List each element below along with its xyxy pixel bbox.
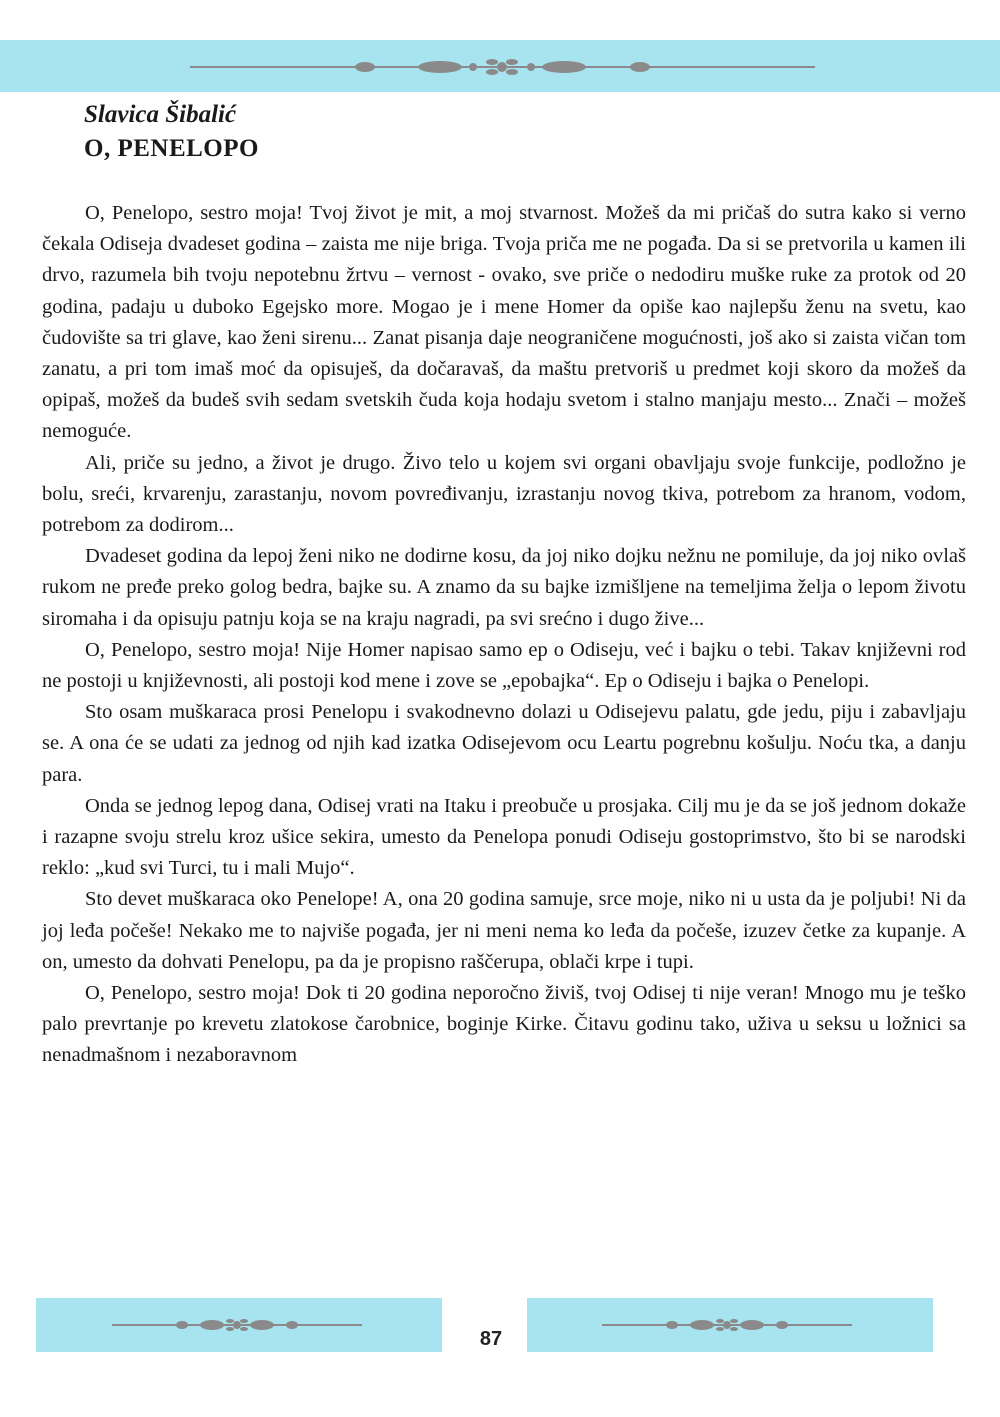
author-name: Slavica Šibalić	[84, 101, 237, 128]
flourish-divider-icon	[112, 1314, 362, 1336]
paragraph: Sto devet muškaraca oko Penelope! A, ona 20 godina samuje, srce moje, niko ni u usta da je poljubi! Ni da joj leđa počeše! Nekako me to najviše pogađa, jer ni meni nema ko leđa da počeše, izuzev četke za kupanje. A on, umesto da dohvati Penelopu, pa da je propisno raščerupa, oblači krpe i tupi.	[42, 888, 966, 973]
page-number: 87	[479, 1328, 503, 1350]
page-title: O, PENELOPO	[84, 135, 259, 162]
paragraph: Sto osam muškaraca prosi Penelopu i svakodnevno dolazi u Odisejevu palatu, gde jedu, piju i zabavljaju se. A ona će se udati za jednog od njih kad izatka Odisejevom ocu Leartu pogrebnu košulju. Noću tka, a danju para.	[42, 701, 966, 786]
paragraph: O, Penelopo, sestro moja! Dok ti 20 godina neporočno živiš, tvoj Odisej ti nije veran! Mnogo mu je teško palo prevrtanje po krevetu zlatokose čarobnice, boginje Kirke. Čitavu godinu tako, uživa u seksu u ložnici sa nenadmašnom i nezaboravnom	[42, 982, 966, 1067]
flourish-divider-icon	[190, 56, 815, 78]
paragraph: Dvadeset godina da lepoj ženi niko ne dodirne kosu, da joj niko dojku nežnu ne pomiluje, da joj niko ovlaš rukom ne pređe preko golog bedra, bajke su. A znamo da su bajke izmišljene na temeljima želja o lepom životu siromaha i da opisuju patnju koja se na kraju nagradi, pa svi srećno i dugo žive...	[42, 545, 966, 630]
article-body	[42, 198, 966, 1072]
paragraph: Onda se jednog lepog dana, Odisej vrati na Itaku i preobuče u prosjaka. Cilj mu je da se još jednom dokaže i razapne svoju strelu kroz ušice sekira, umesto da Penelopa ponudi Odiseju gostoprimstvo, što bi se narodski reklo: „kud svi Turci, tu i mali Mujo“.	[42, 794, 966, 880]
paragraph: O, Penelopo, sestro moja! Nije Homer napisao samo ep o Odiseju, već i bajku o tebi. Takav književni rod ne postoji u književnosti, ali postoji kod mene i zove se „epobajka“. Ep o Odiseju i bajka o Penelopi.	[42, 638, 966, 693]
paragraph: O, Penelopo, sestro moja! Tvoj život je mit, a moj stvarnost. Možeš da mi pričaš do sutra kako si verno čekala Odiseja dvadeset godina – zaista me nije briga. Tvoja priča me ne pogađa. Da si se pretvorila u kamen ili drvo, razumela bih tvoju nepotebnu žrtvu – vernost - ovako, sve priče o nedodiru muške ruke za protok od 20 godina, padaju u duboko Egejsko more. Mogao je i mene Homer da opiše kao najlepšu ženu na svetu, kao čudovište sa tri glave, kao ženi sirenu... Zanat pisanja daje neograničene mogućnosti, još ako si zaista vičan tom zanatu, a pri tom imaš moć da opisuješ, da dočaravaš, da maštu pretvoriš u predmet koji skoro da možeš da opipaš, možeš da budeš svih sedam svetskih čuda koja hodaju svetom i stalno manjaju mesto... Znači – možeš nemoguće.	[42, 202, 966, 443]
paragraph: Ali, priče su jedno, a život je drugo. Živo telo u kojem svi organi obavljaju svoje funkcije, podložno je bolu, sreći, krvarenju, zarastanju, novom povređivanju, izrastanju novog tkiva, potrebom za hranom, vodom, potrebom za dodirom...	[42, 451, 966, 537]
flourish-divider-icon	[602, 1314, 852, 1336]
